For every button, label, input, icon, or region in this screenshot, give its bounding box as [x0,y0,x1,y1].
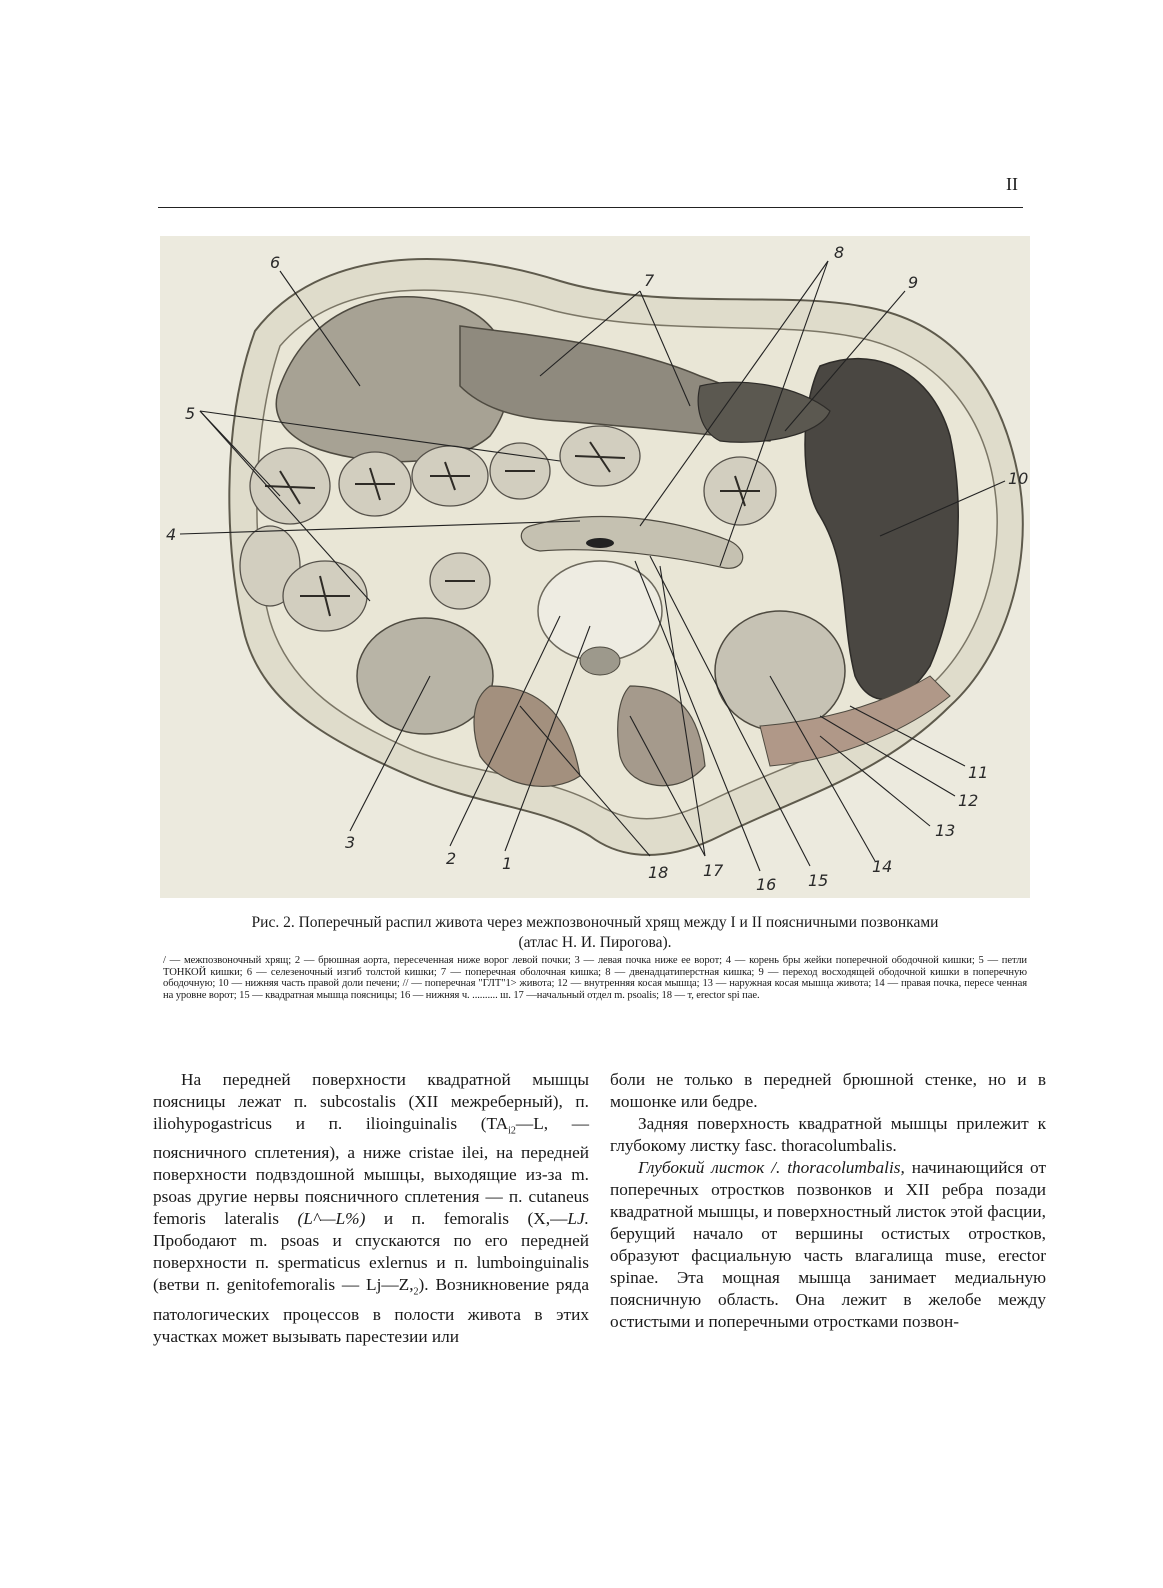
cross-section-drawing [160,236,1030,898]
figure-caption-title [160,913,1030,953]
paragraph: боли не только в передней брюшной стенке, но и в мошонке или бедре. [610,1070,1046,1111]
vertebral-disc [538,561,662,661]
paragraph: На передней поверхности квадратной мышцы поясницы лежат п. subcostalis (XII межреберный), п. iliohypogastricus и п. ilioinguinalis ($TA_{i2}—L$, — поясничного сплетения), а ниже cristae ilei, на передней поверхности подвздошной мышцы, выходящие из-за m. psoas другие нервы поясничного сплетения — п. cutaneus femoris lateralis (L^—L%) и п. femoralis (X,—LJ. Прободают m. psoas и спускаются по его передней поверхности п. spermaticus exlernus и п. lumboinguinalis (ветви п. genitofemoralis — $Lj—Z,_2$). Возникновение ряда патологических процессов в полости живота в этих участках может вызывать парестезии или [153,1070,590,1346]
figure-label-12: 12 [958,791,979,810]
figure-label-16: 16 [756,875,777,894]
caption-line-1: Рис. 2. Поперечный распил живота через межпозвоночный хрящ между I и II поясничными позвонками [251,914,939,931]
page-number: II [1006,174,1018,194]
paragraph: Глубокий листок /. thoracolumbalis, начинающийся от поперечных отростков позвонков и XII ребра позади квадратной мышцы, и поверхностный листок этой фасции, берущий начало от вершины остистых отростков, образуют фасциальную часть влагалища muse, erector spinae. Эта мощная мышца занимает медиальную поясничную область. Она лежит в желобе между остистыми и поперечными отростками позвон- [610,1158,1046,1331]
caption-line-2: (атлас Н. И. Пирогова). [518,934,672,951]
figure-label-2: 2 [446,849,457,868]
figure-label-17: 17 [703,861,724,880]
figure-label-18: 18 [648,863,669,882]
figure-label-9: 9 [908,273,919,292]
figure-label-7: 7 [644,271,655,290]
figure-label-13: 13 [935,821,956,840]
text-column-left [153,1069,589,1348]
aorta [586,538,614,548]
figure-label-15: 15 [808,871,829,890]
figure-label-4: 4 [166,525,177,544]
figure-label-11: 11 [968,763,989,782]
left-kidney [357,618,493,734]
anatomical-figure [160,236,1030,898]
right-kidney [715,611,845,731]
figure-label-8: 8 [834,243,845,262]
figure-label-6: 6 [270,253,281,272]
text-column-right [610,1069,1046,1333]
paragraph: Задняя поверхность квадратной мышцы прилежит к глубокому листку fasc. thoracolumbalis. [610,1114,1046,1155]
figure-label-5: 5 [185,404,196,423]
figure-legend: / — межпозвоночный хрящ; 2 — брюшная аорта, пересеченная ниже ворог левой почки; 3 — левая почка ниже ее ворот; 4 — корень бры жейки поперечной ободочной кишки; 5 — петли ТОНКОЙ кишки; 6 — селезеночный изгиб толстой кишки; 7 — поперечная оболочная кишка; 8 — двенадцатиперстная кишка; 9 — переход восходящей ободочной кишки в поперечную ободочную; 10 — нижняя часть правой доли печени; // — поперечная "ГЛТ"1> живота; 12 — внутренняя косая мышца; 13 — наружная косая мышца живота; 14 — правая почка, пересе ченная на уровне ворот; 15 — квадратная мышца поясницы; 16 — нижняя ч. .......... ш. 17 —начальный отдел m. psoalis; 18 — т, erector spi пае. [163,955,1027,1001]
header-rule [158,207,1023,208]
figure-label-1: 1 [502,854,513,873]
figure-label-14: 14 [872,857,893,876]
spinal-canal [580,647,620,675]
figure-label-3: 3 [345,833,356,852]
figure-label-10: 10 [1008,469,1029,488]
